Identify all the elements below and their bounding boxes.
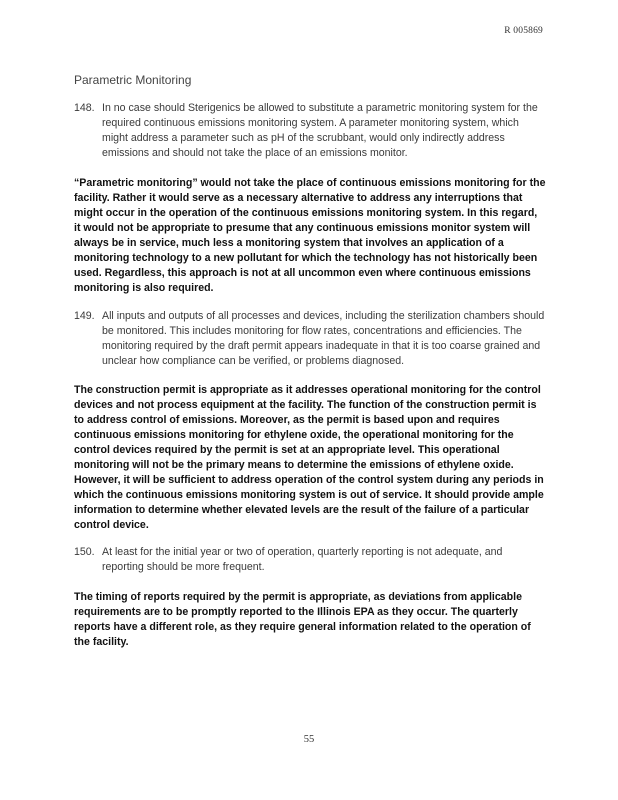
- comment-text: At least for the initial year or two of operation, quarterly reporting is not adequate, and reporting should be more frequent.: [102, 546, 503, 573]
- comment-149: [74, 309, 546, 369]
- response-148: “Parametric monitoring” would not take the place of continuous emissions monitoring for the facility. Rather it would serve as a necessary alternative to address any interruptions that might occur in the operation of the continuous emissions monitoring system. In this regard, it would not be appropriate to presume that any continuous emissions monitor system will always be in service, much less a monitoring system that involves an application of a monitoring technology to a new pollutant for which the technology has not historically been used. Regardless, this approach is not at all uncommon even where continuous emissions monitoring is also required.: [74, 177, 546, 294]
- comment-text: In no case should Sterigenics be allowed to substitute a parametric monitoring system for the required continuous emissions monitoring system. A parameter monitoring system, which might address a parameter such as pH of the scrubbant, would only indirectly address emissions and should not take the place of an emissions monitor.: [102, 102, 538, 159]
- bates-number: R 005869: [504, 26, 543, 36]
- page-number: 55: [303, 734, 315, 745]
- comment-text: All inputs and outputs of all processes and devices, including the sterilization chambers should be monitored. This includes monitoring for flow rates, concentrations and efficiencies. The monitoring required by the draft permit appears inadequate in that it is too coarse grained and unclear how compliance can be verified, or problems diagnosed.: [102, 310, 545, 367]
- response-150: The timing of reports required by the permit is appropriate, as deviations from applicable requirements are to be promptly reported to the Illinois EPA as they occur. The quarterly reports have a different role, as they require general information related to the operation of the facility.: [74, 591, 531, 648]
- comment-number: 148.: [74, 102, 95, 114]
- response-149: The construction permit is appropriate as it addresses operational monitoring for the control devices and not process equipment at the facility. The function of the construction permit is to address control of emissions. Moreover, as the permit is based upon and requires continuous emissions monitoring for ethylene oxide, the operational monitoring for the control devices required by the permit is set at an appropriate level. This operational monitoring will not be the primary means to determine the emissions of ethylene oxide. However, it will be sufficient to address operation of the control system during any periods in which the continuous emissions monitoring system is out of service. It should provide ample information to determine whether elevated levels are the result of the failure of a particular control device.: [74, 384, 544, 531]
- section-title: Parametric Monitoring: [74, 73, 192, 87]
- comment-number: 150.: [74, 546, 95, 558]
- comment-150: [74, 545, 546, 575]
- comment-number: 149.: [74, 310, 95, 322]
- comment-148: [74, 101, 546, 161]
